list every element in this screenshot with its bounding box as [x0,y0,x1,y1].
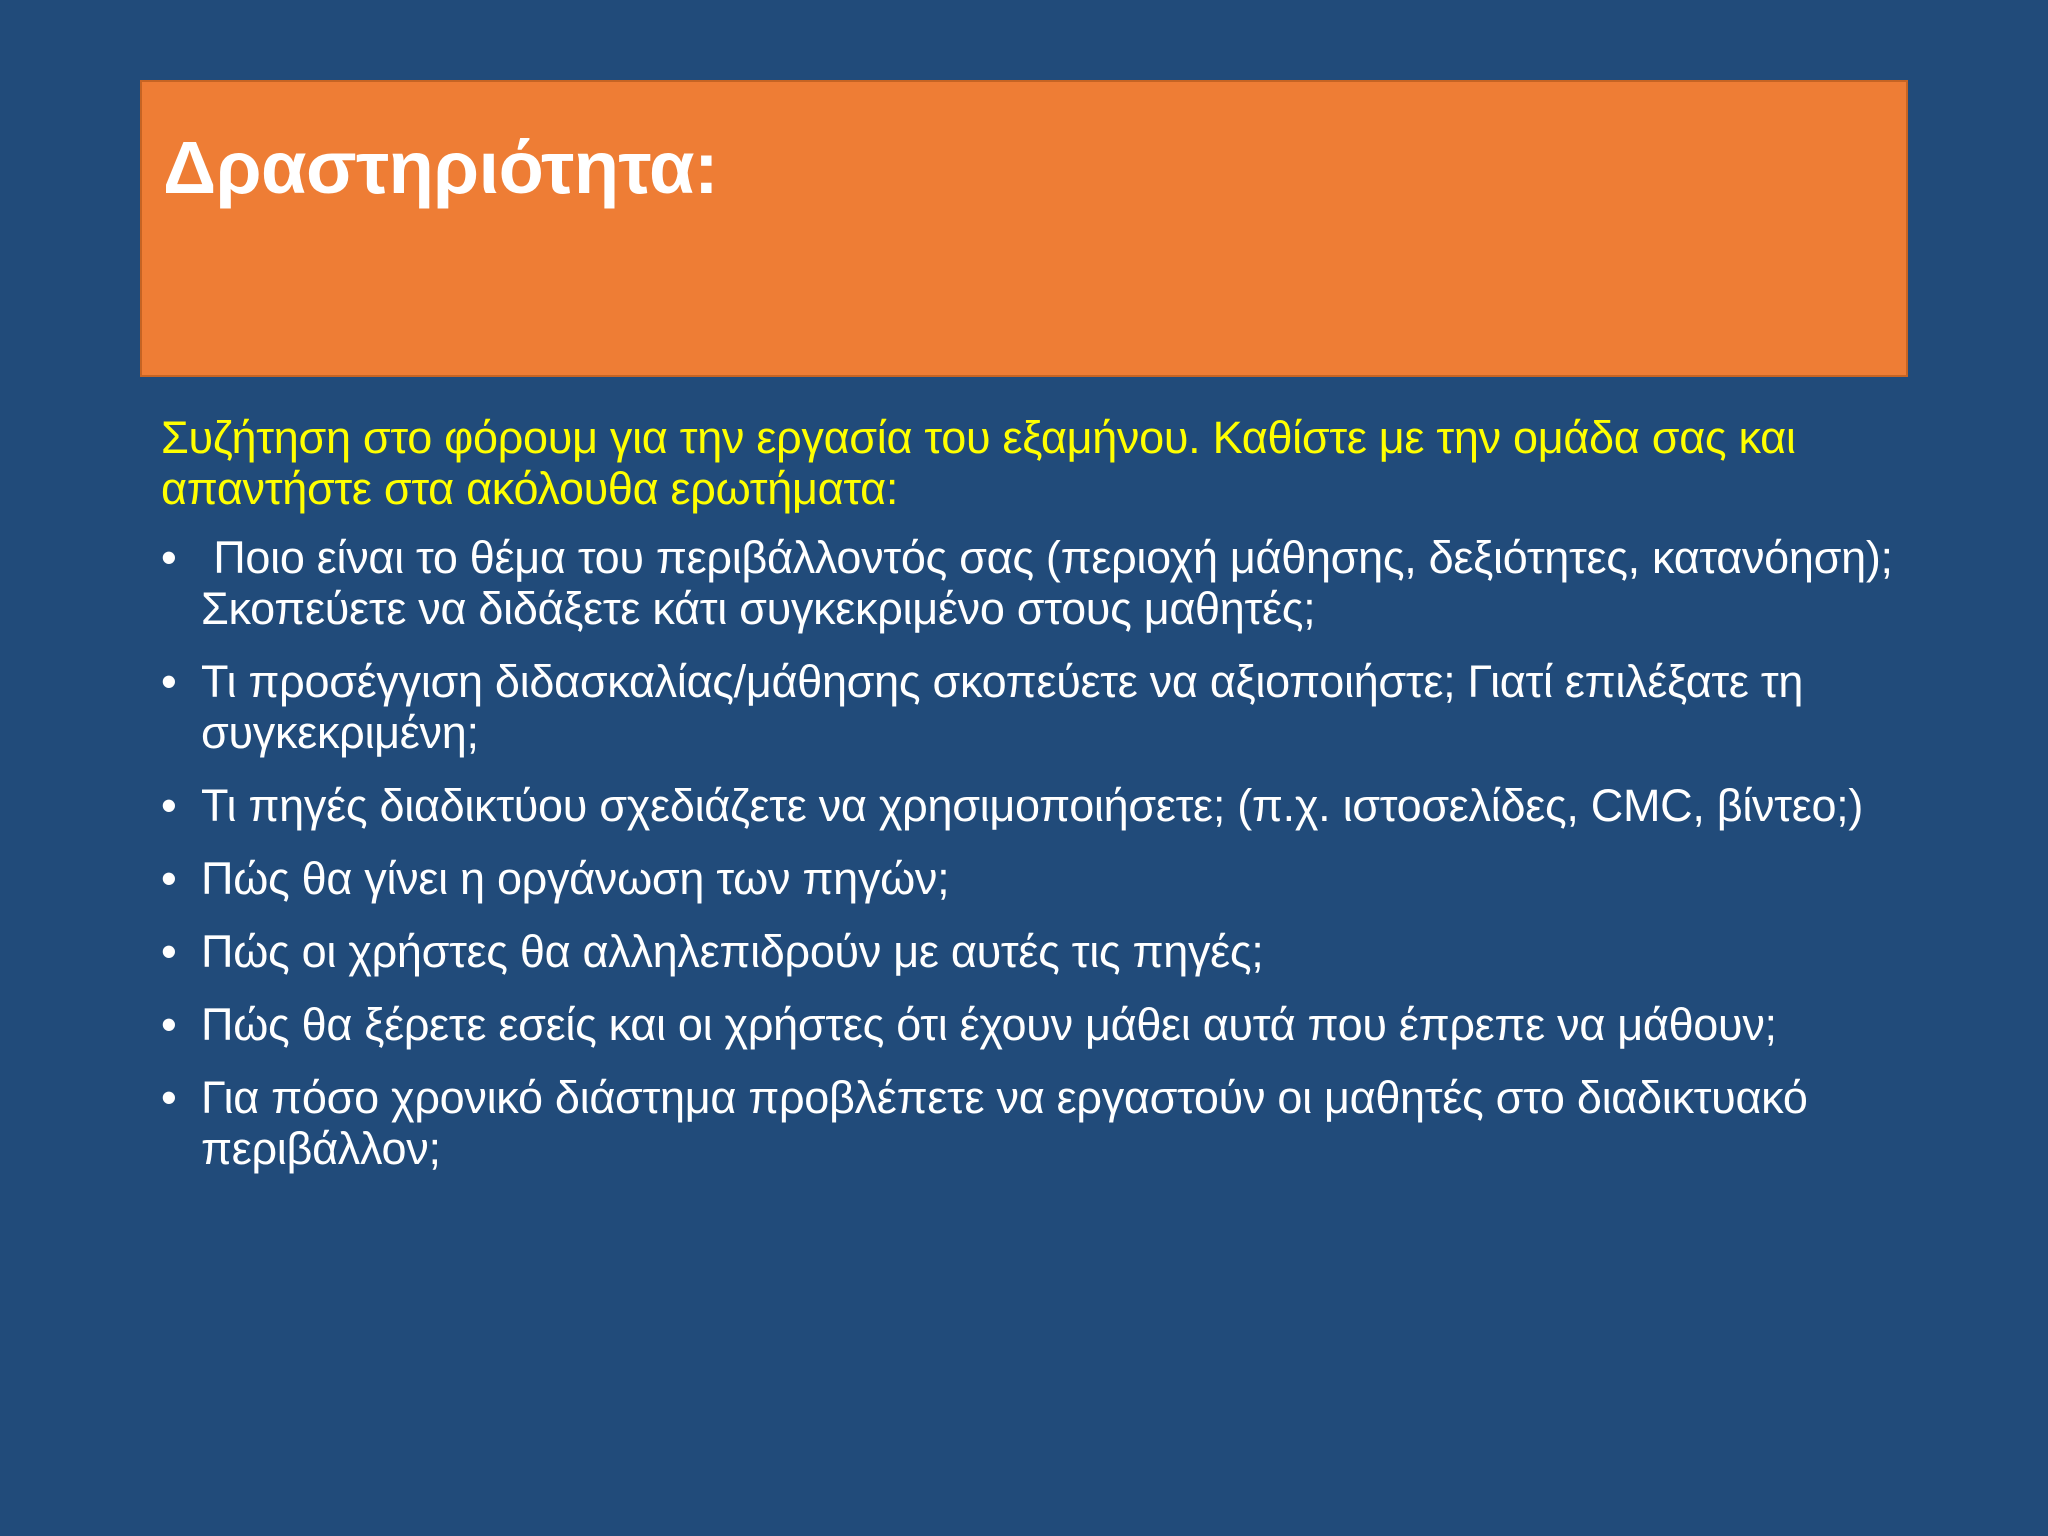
bullet-icon: • [161,780,177,831]
list-item [161,1072,1901,1174]
bullet-icon: • [161,656,177,707]
list-item-text: Πώς οι χρήστες θα αλληλεπιδρούν με αυτές τις πηγές; [201,926,1264,977]
list-item-text: Πώς θα ξέρετε εσείς και οι χρήστες ότι έχουν μάθει αυτά που έπρεπε να μάθουν; [201,999,1777,1050]
list-item [161,656,1901,758]
question-list [161,532,1905,1174]
list-item-text: Για πόσο χρονικό διάστημα προβλέπετε να εργαστούν οι μαθητές στο διαδικτυακό περιβάλλον; [201,1072,1808,1174]
list-item-text: Τι πηγές διαδικτύου σχεδιάζετε να χρησιμοποιήσετε; (π.χ. ιστοσελίδες, CMC, βίντεο;) [201,780,1864,831]
list-item [161,532,1905,634]
list-item [161,999,1901,1050]
list-item-text: Ποιο είναι το θέμα του περιβάλλοντός σας (περιοχή μάθησης, δεξιότητες, κατανόηση); Σκοπεύετε να διδάξετε κάτι συγκεκριμένο στους μαθητές; [201,532,1905,634]
intro-text: Συζήτηση στο φόρουμ για την εργασία του εξαμήνου. Καθίστε με την ομάδα σας και απαντήστε στα ακόλουθα ερωτήματα: [161,412,1796,514]
list-item-text: Τι προσέγγιση διδασκαλίας/μάθησης σκοπεύετε να αξιοποιήστε; Γιατί επιλέξατε τη συγκεκριμένη; [201,656,1804,758]
list-item-text: Πώς θα γίνει η οργάνωση των πηγών; [201,853,950,904]
list-item [161,780,1901,831]
bullet-icon: • [161,853,177,904]
bullet-icon: • [161,926,177,977]
bullet-icon: • [161,532,177,583]
bullet-icon: • [161,999,177,1050]
title-box [140,80,1908,377]
slide-title: Δραστηριότητα: [163,126,719,209]
list-item [161,853,1901,904]
bullet-icon: • [161,1072,177,1123]
slide-content [161,412,1905,1312]
list-item [161,926,1901,977]
